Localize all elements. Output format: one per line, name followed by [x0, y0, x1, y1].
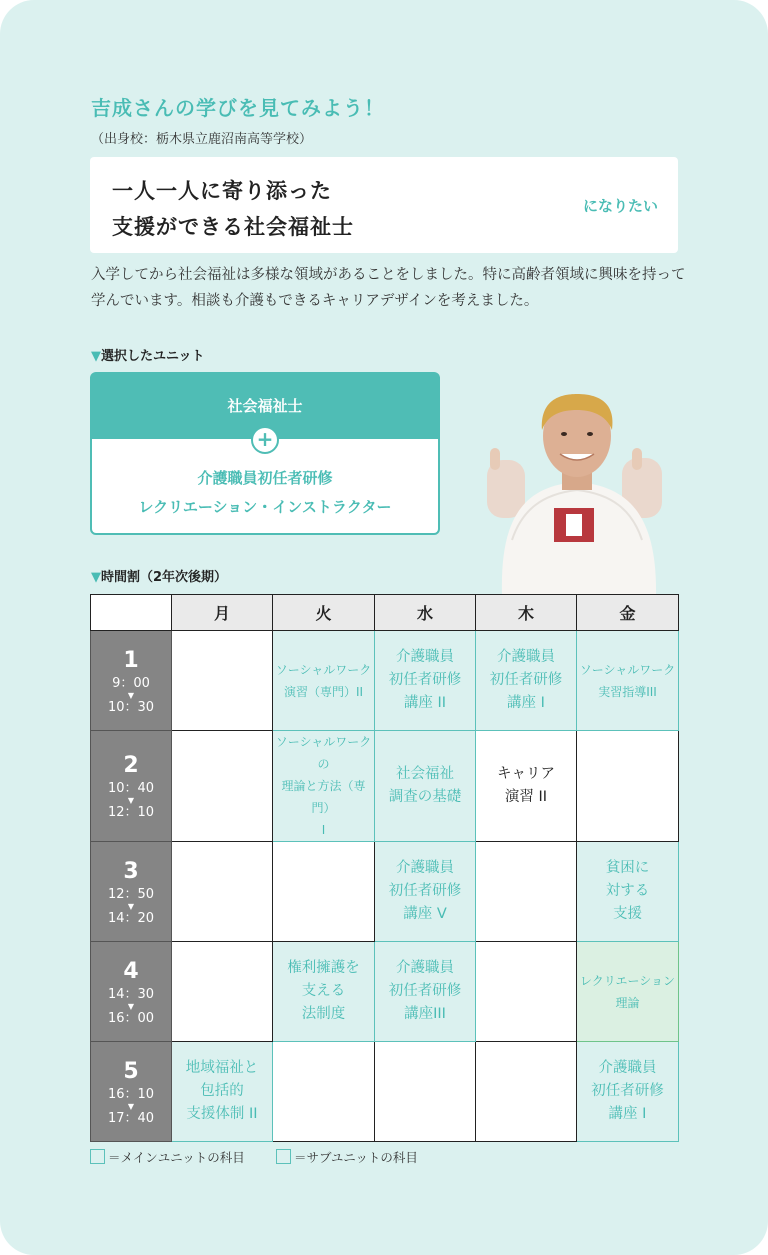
course-line: 介護職員	[396, 960, 454, 976]
course-cell	[476, 731, 577, 842]
period-start: 14：30	[107, 986, 155, 1002]
course-line: 対する	[605, 883, 650, 899]
course-cell	[577, 1042, 679, 1142]
day-header: 金	[577, 595, 679, 631]
course-line: 支援	[613, 906, 642, 922]
period-end: 14：20	[107, 910, 155, 926]
day-header: 月	[172, 595, 273, 631]
period-cell	[91, 842, 172, 942]
course-cell	[273, 731, 375, 842]
table-row	[91, 1042, 679, 1142]
period-end: 16：00	[107, 1010, 155, 1026]
goal-line-2: 支援ができる社会福祉士	[112, 215, 354, 239]
page-title: 吉成さんの学びを見てみよう！	[91, 96, 385, 120]
course-cell	[375, 942, 476, 1042]
course-line: 介護職員	[598, 1060, 657, 1076]
period-cell	[91, 631, 172, 731]
period-cell	[91, 942, 172, 1042]
empty-cell	[273, 842, 375, 942]
table-row	[91, 731, 679, 842]
course-line: ソーシャルワークの	[275, 735, 372, 771]
course-line: 介護職員	[396, 860, 454, 876]
course-cell	[273, 942, 375, 1042]
empty-cell	[476, 1042, 577, 1142]
goal-suffix: になりたい	[582, 197, 658, 215]
main-unit-box: 社会福祉士	[90, 372, 440, 438]
empty-cell	[476, 842, 577, 942]
course-line: 理論と方法（専門）	[281, 779, 366, 815]
plus-icon: +	[251, 426, 279, 454]
school-label: （出身校：栃木県立鹿沼南高等学校）	[91, 132, 313, 147]
legend-sub	[276, 1148, 418, 1166]
legend-main-label: ＝メインユニットの科目	[108, 1150, 245, 1165]
course-cell	[577, 631, 679, 731]
arrow-down-icon: ▼	[127, 796, 135, 805]
period-number: 1	[123, 647, 139, 673]
arrow-down-icon: ▼	[127, 690, 135, 700]
course-line: 介護職員	[396, 649, 454, 665]
table-row	[91, 631, 679, 731]
period-start: 10：40	[107, 781, 155, 796]
course-line: I	[321, 823, 326, 837]
course-cell	[273, 631, 375, 731]
course-line: 地域福祉と	[185, 1060, 259, 1076]
arrow-down-icon: ▼	[127, 1001, 135, 1011]
units-section-heading	[91, 345, 204, 364]
course-cell	[375, 842, 476, 942]
course-line: 初任者研修	[489, 672, 563, 688]
period-start: 16：10	[107, 1086, 155, 1102]
course-line: 支援体制 II	[186, 1106, 258, 1122]
timetable-header-row	[91, 595, 679, 631]
course-line: 権利擁護を	[287, 960, 360, 976]
course-cell	[577, 842, 679, 942]
period-cell	[91, 731, 172, 842]
table-row	[91, 842, 679, 942]
course-line: 社会福祉	[396, 766, 454, 782]
period-number: 5	[123, 1058, 139, 1084]
arrow-down-icon: ▼	[127, 901, 135, 911]
goal-line-1: 一人一人に寄り添った	[112, 179, 332, 203]
header-corner	[91, 595, 172, 631]
course-line: 調査の基礎	[388, 789, 462, 805]
timetable	[90, 594, 679, 1142]
intro-text: 入学してから社会福祉は多様な領域があることをしました。特に高齢者領域に興味を持って学んでいます。相談も介護もできるキャリアデザインを考えました。	[91, 267, 686, 309]
empty-cell	[375, 1042, 476, 1142]
period-end: 10：30	[107, 699, 155, 715]
sub-unit-line-2: レクリエーション・インストラクター	[138, 498, 392, 516]
course-line: 講座 I	[507, 695, 545, 711]
course-line: 実習指導III	[598, 684, 657, 699]
course-line: 講座III	[404, 1006, 446, 1022]
course-line: 理論	[615, 995, 640, 1010]
course-line: 初任者研修	[388, 883, 462, 899]
day-header: 水	[375, 595, 476, 631]
day-header: 火	[273, 595, 375, 631]
period-start: 9：00	[112, 675, 150, 691]
legend-sub-swatch	[276, 1149, 291, 1164]
legend-sub-label: ＝サブユニットの科目	[294, 1150, 418, 1165]
period-number: 2	[123, 753, 139, 778]
course-line: 初任者研修	[388, 983, 462, 999]
legend-main	[90, 1148, 245, 1166]
course-line: 講座 V	[403, 906, 447, 922]
course-line: 貧困に	[605, 860, 650, 876]
empty-cell	[172, 942, 273, 1042]
empty-cell	[577, 731, 679, 842]
day-header: 木	[476, 595, 577, 631]
student-photo	[482, 390, 672, 595]
course-line: 包括的	[200, 1083, 244, 1099]
period-number: 4	[123, 958, 139, 984]
course-line: 講座 II	[403, 695, 447, 711]
course-cell	[577, 942, 679, 1042]
course-line: 演習（専門）II	[283, 684, 364, 699]
course-line: ソーシャルワーク	[579, 662, 676, 677]
course-line: レクリエーション	[579, 973, 676, 988]
triangle-down-icon: ▼	[91, 349, 101, 364]
legend-main-swatch	[90, 1149, 105, 1164]
period-end: 17：40	[107, 1110, 155, 1126]
course-cell	[375, 631, 476, 731]
period-end: 12：10	[107, 805, 155, 820]
empty-cell	[172, 631, 273, 731]
course-cell	[476, 631, 577, 731]
empty-cell	[172, 731, 273, 842]
course-cell	[172, 1042, 273, 1142]
period-start: 12：50	[107, 886, 155, 902]
course-line: キャリア	[497, 766, 555, 782]
empty-cell	[273, 1042, 375, 1142]
course-line: ソーシャルワーク	[275, 662, 372, 677]
course-line: 初任者研修	[388, 672, 462, 688]
goal-box	[90, 157, 678, 253]
course-line: 演習 II	[504, 789, 548, 805]
timetable-section-heading	[91, 566, 227, 585]
sub-unit-line-1: 介護職員初任者研修	[197, 469, 333, 487]
period-cell	[91, 1042, 172, 1142]
triangle-down-icon: ▼	[91, 570, 101, 585]
table-row	[91, 942, 679, 1042]
course-cell	[375, 731, 476, 842]
period-number: 3	[123, 858, 139, 884]
course-line: 初任者研修	[591, 1083, 664, 1099]
timetable-heading-label: 時間割（2年次後期）	[101, 570, 228, 585]
course-line: 法制度	[301, 1006, 346, 1022]
units-heading-label: 選択したユニット	[101, 349, 205, 364]
empty-cell	[172, 842, 273, 942]
course-line: 介護職員	[497, 649, 555, 665]
empty-cell	[476, 942, 577, 1042]
course-line: 支える	[301, 983, 346, 999]
course-line: 講座 I	[608, 1106, 647, 1122]
arrow-down-icon: ▼	[127, 1101, 135, 1111]
